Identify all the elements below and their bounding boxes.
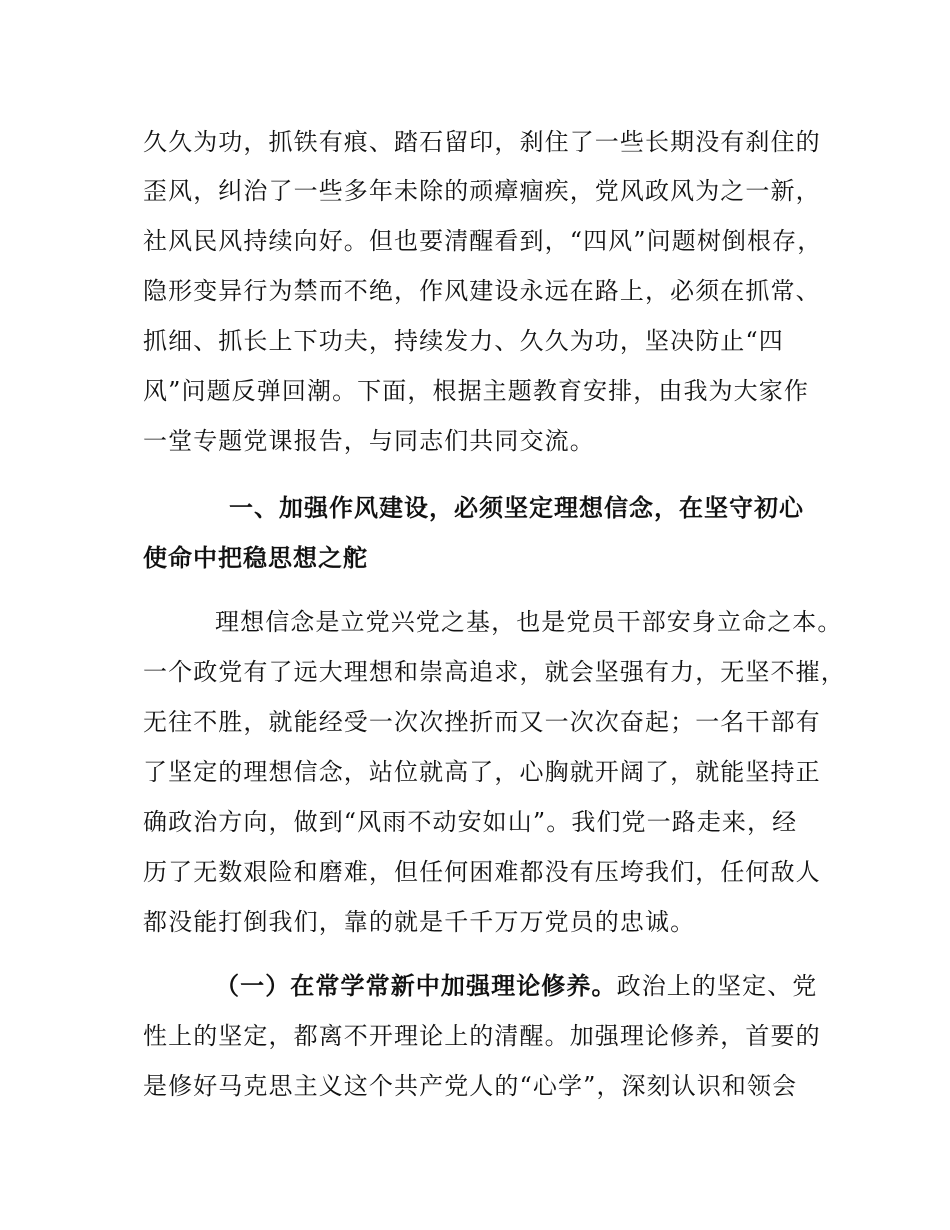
intro-line-5: 抓细、抓长上下功夫，持续发力、久久为功，坚决防止“四 <box>143 327 784 355</box>
intro-line-3: 社风民风持续向好。但也要清醒看到，“四风”问题树倒根存， <box>143 227 823 255</box>
intro-line-4: 隐形变异行为禁而不绝，作风建设永远在路上，必须在抓常、 <box>143 277 821 305</box>
paragraph-line-6: 历了无数艰险和磨难，但任何困难都没有压垮我们，任何敌人 <box>143 858 821 886</box>
subsection-first-line <box>215 971 817 1001</box>
paragraph-line-2: 一个政党有了远大理想和崇高追求，就会坚强有力，无坚不摧， <box>143 658 846 686</box>
subsection-title: （一）在常学常新中加强理论修养。 <box>215 972 617 1000</box>
paragraph-line-3: 无往不胜，就能经受一次次挫折而又一次次奋起；一名干部有 <box>143 708 821 736</box>
paragraph-line-1: 理想信念是立党兴党之基，也是党员干部安身立命之本。 <box>215 608 843 636</box>
subsection-line-2: 性上的坚定，都离不开理论上的清醒。加强理论修养，首要的 <box>143 1022 821 1050</box>
intro-line-2: 歪风，纠治了一些多年未除的顽瘴痼疾，党风政风为之一新， <box>143 177 821 205</box>
paragraph-line-4: 了坚定的理想信念，站位就高了，心胸就开阔了，就能坚持正 <box>143 758 821 786</box>
subsection-first-line-rest: 政治上的坚定、党 <box>616 972 818 1000</box>
intro-line-1: 久久为功，抓铁有痕、踏石留印，刹住了一些长期没有刹住的 <box>143 128 821 156</box>
paragraph-line-5: 确政治方向，做到“风雨不动安如山”。我们党一路走来，经 <box>143 808 798 836</box>
section-heading-line-1: 一、加强作风建设，必须坚定理想信念，在坚守初心 <box>229 494 804 522</box>
paragraph-line-7: 都没能打倒我们，靠的就是千千万万党员的忠诚。 <box>143 908 696 936</box>
intro-line-6: 风”问题反弹回潮。下面，根据主题教育安排，由我为大家作 <box>143 377 809 405</box>
subsection-line-3: 是修好马克思主义这个共产党人的“心学”，深刻认识和领会 <box>143 1072 798 1100</box>
section-heading-line-2: 使命中把稳思想之舵 <box>143 544 368 572</box>
intro-line-7: 一堂专题党课报告，与同志们共同交流。 <box>143 427 595 455</box>
